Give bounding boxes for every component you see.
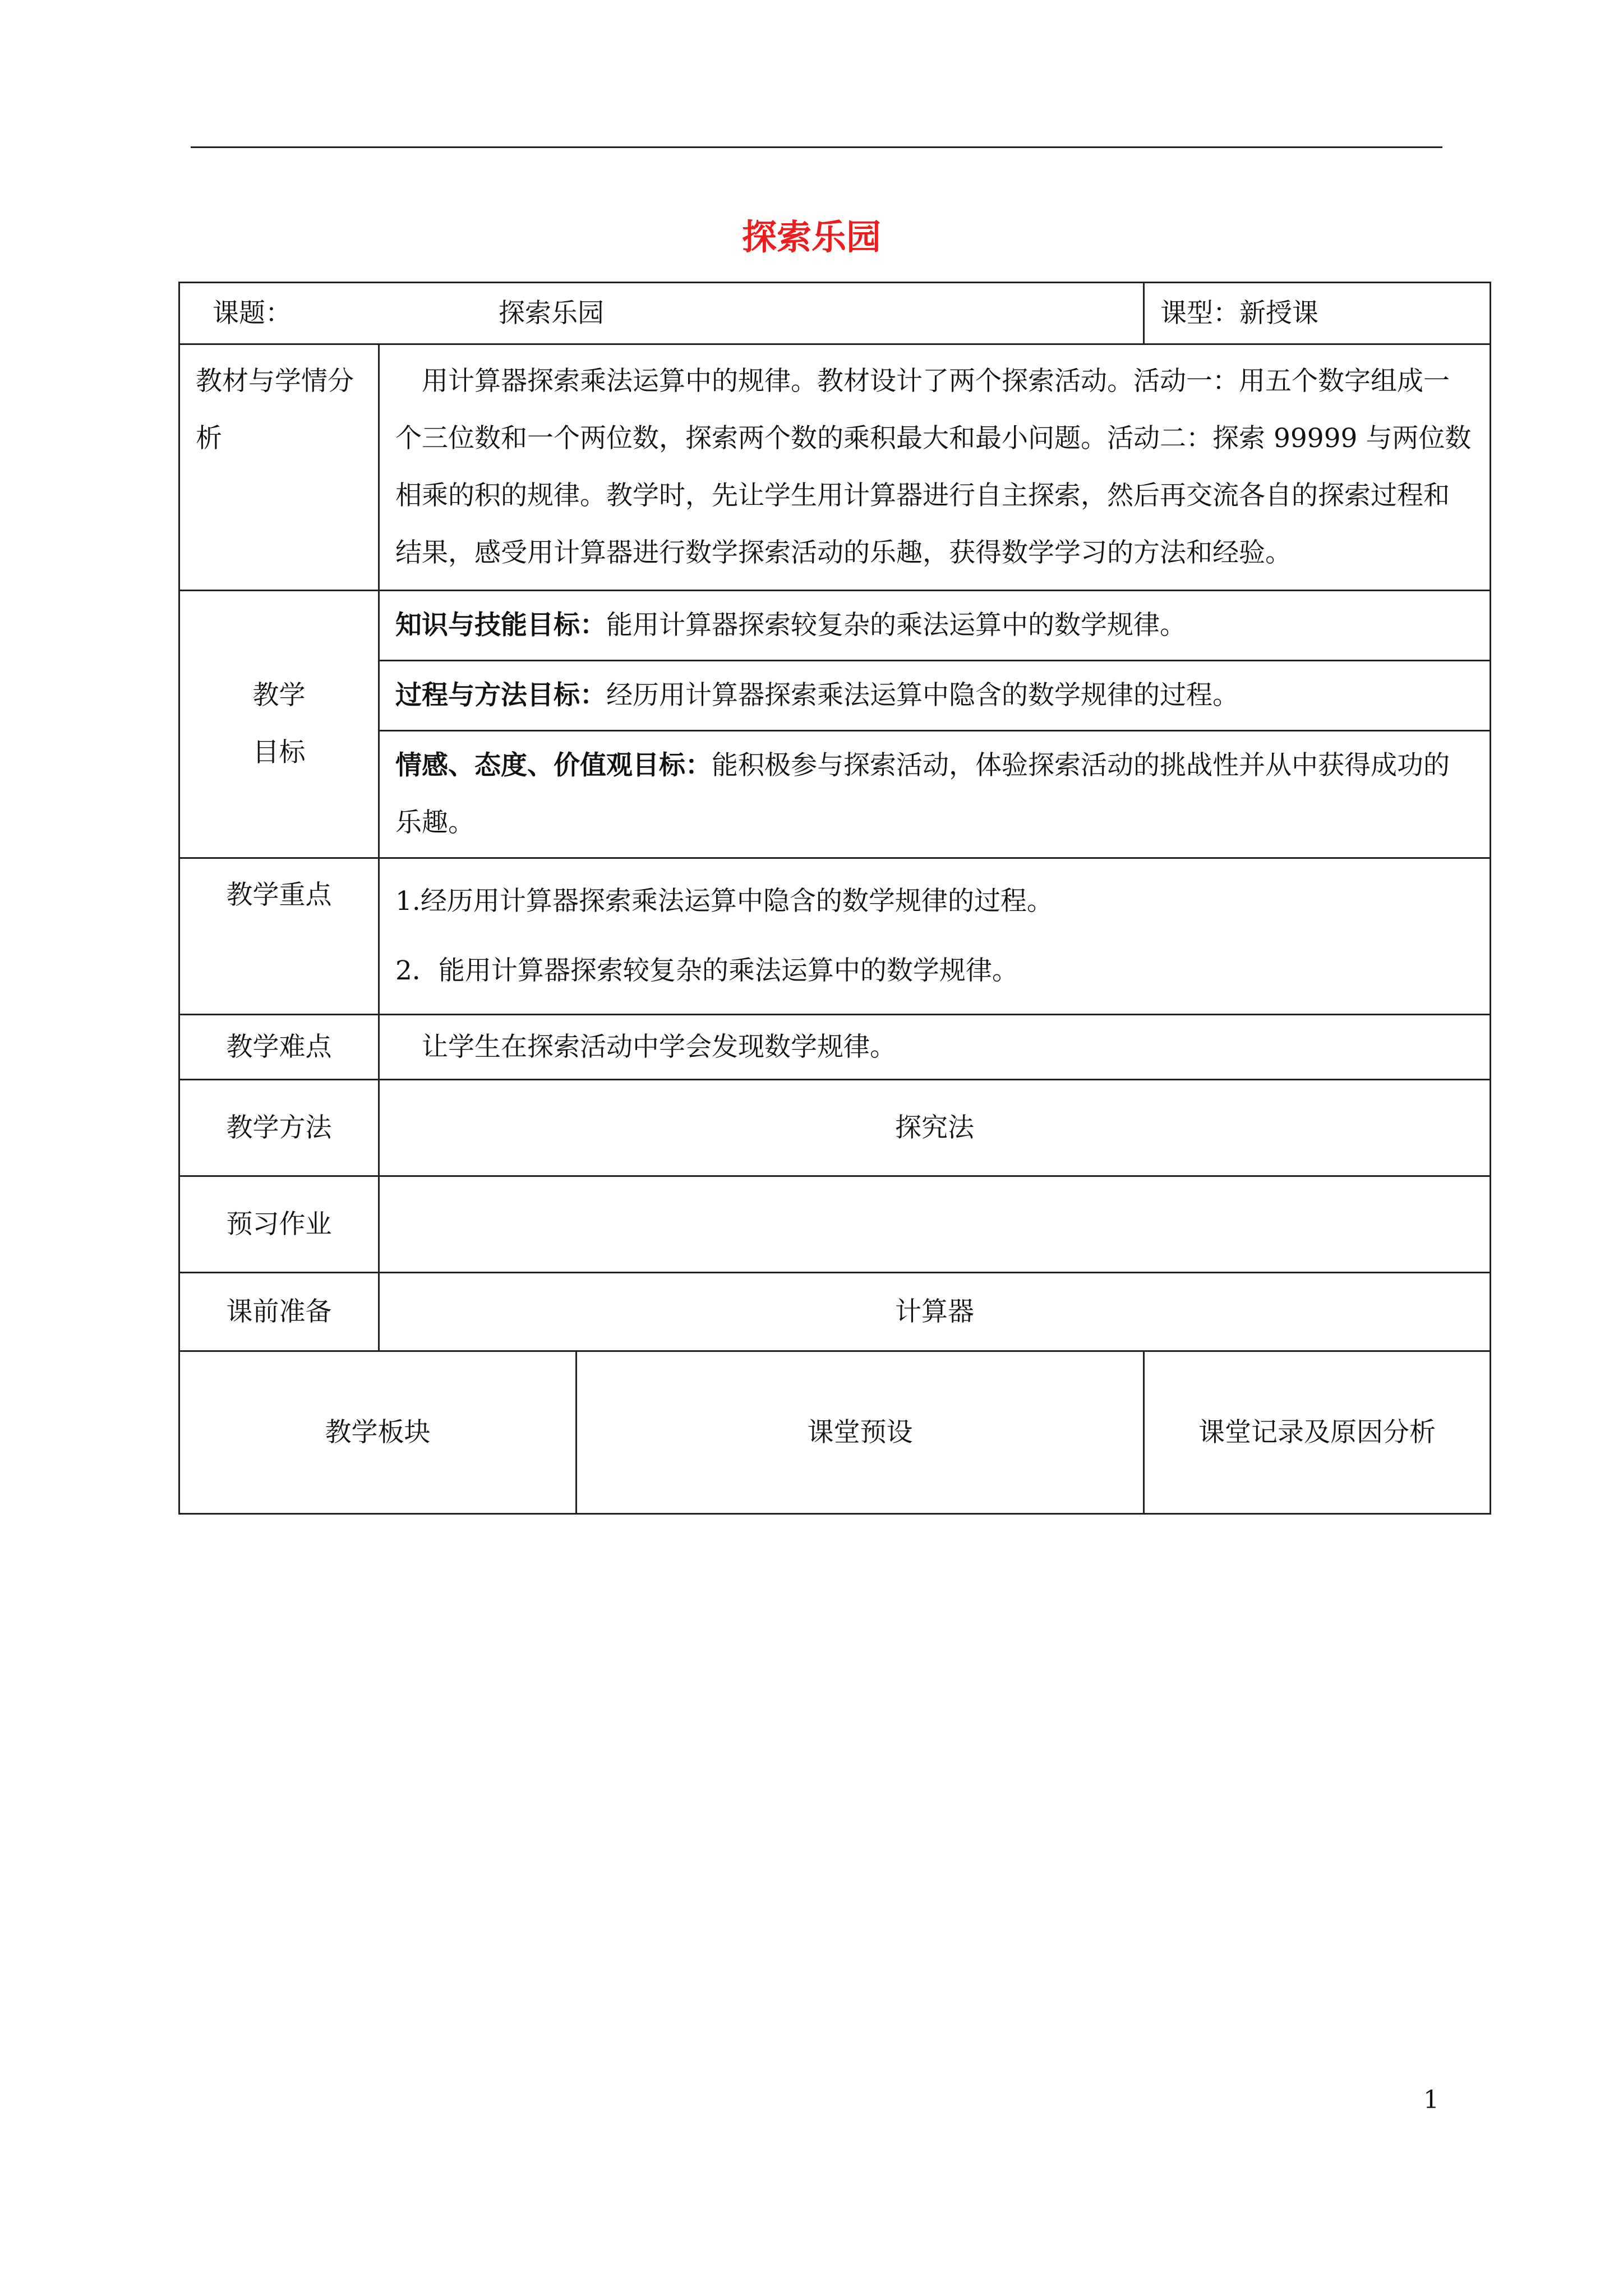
difficulty-text: 让学生在探索活动中学会发现数学规律。: [379, 1015, 1491, 1080]
goal-item: [379, 591, 1491, 661]
topic-row: [179, 283, 1491, 344]
key-points-row: [179, 858, 1491, 1015]
bottom-header-module: 教学板块: [179, 1351, 577, 1514]
type-cell: [1144, 283, 1491, 344]
preview-row: [179, 1176, 1491, 1273]
type-value: 新授课: [1239, 297, 1319, 329]
method-text: 探究法: [379, 1080, 1491, 1176]
preview-text: [379, 1176, 1491, 1273]
key-point-item: 1.经历用计算器探索乘法运算中隐含的数学规律的过程。: [395, 886, 1053, 917]
preparation-row: [179, 1273, 1491, 1351]
goal-title: 知识与技能目标：: [395, 610, 606, 641]
bottom-header-row: [179, 1351, 1491, 1514]
method-label: 教学方法: [179, 1080, 379, 1176]
goals-label-line2: 目标: [252, 737, 306, 768]
analysis-row: [179, 344, 1491, 591]
bottom-header-record: 课堂记录及原因分析: [1144, 1351, 1491, 1514]
difficulty-label: 教学难点: [179, 1015, 379, 1080]
key-point-item: 2．能用计算器探索较复杂的乘法运算中的数学规律。: [395, 955, 1018, 986]
lesson-plan-table: [178, 282, 1491, 1515]
page-title: 探索乐园: [741, 217, 881, 257]
preview-label: 预习作业: [179, 1176, 379, 1273]
analysis-label: 教材与学情分析: [179, 344, 379, 591]
difficulty-row: [179, 1015, 1491, 1080]
goal-title: 过程与方法目标：: [395, 680, 606, 711]
bottom-header-preset: 课堂预设: [577, 1351, 1144, 1514]
goal-item: [379, 731, 1491, 858]
goal-text: 经历用计算器探索乘法运算中隐含的数学规律的过程。: [606, 680, 1239, 711]
header-rule: [191, 146, 1442, 148]
goal-text: 能用计算器探索较复杂的乘法运算中的数学规律。: [606, 610, 1186, 641]
goals-label: [179, 591, 379, 858]
method-row: [179, 1080, 1491, 1176]
analysis-text: 用计算器探索乘法运算中的规律。教材设计了两个探索活动。活动一：用五个数字组成一个三位数和一个两位数，探索两个数的乘积最大和最小问题。活动二：探索 99999 与两位数相乘的积的规律。教学时，先让学生用计算器进行自主探索，然后再交流各自的探索过程和结果，感受用计算器进行数学探索活动的乐趣，获得数学学习的方法和经验。: [379, 344, 1491, 591]
preparation-label: 课前准备: [179, 1273, 379, 1351]
goal-text: 能积极参与探索活动，体验探索活动的挑战性并从中获得成功的乐趣。: [395, 750, 1450, 838]
topic-value: 探索乐园: [499, 297, 604, 329]
page-number: 1: [1423, 2086, 1439, 2114]
goals-label-line1: 教学: [252, 680, 306, 711]
preparation-text: 计算器: [379, 1273, 1491, 1351]
goal-title: 情感、态度、价值观目标：: [395, 750, 712, 781]
goal-row-1: [179, 591, 1491, 661]
key-points-label: 教学重点: [179, 858, 379, 1015]
type-label: 课型：: [1160, 297, 1240, 329]
key-points-list: [379, 858, 1491, 1015]
topic-cell: [179, 283, 1144, 344]
topic-label: 课题：: [213, 297, 292, 329]
goal-item: [379, 661, 1491, 731]
